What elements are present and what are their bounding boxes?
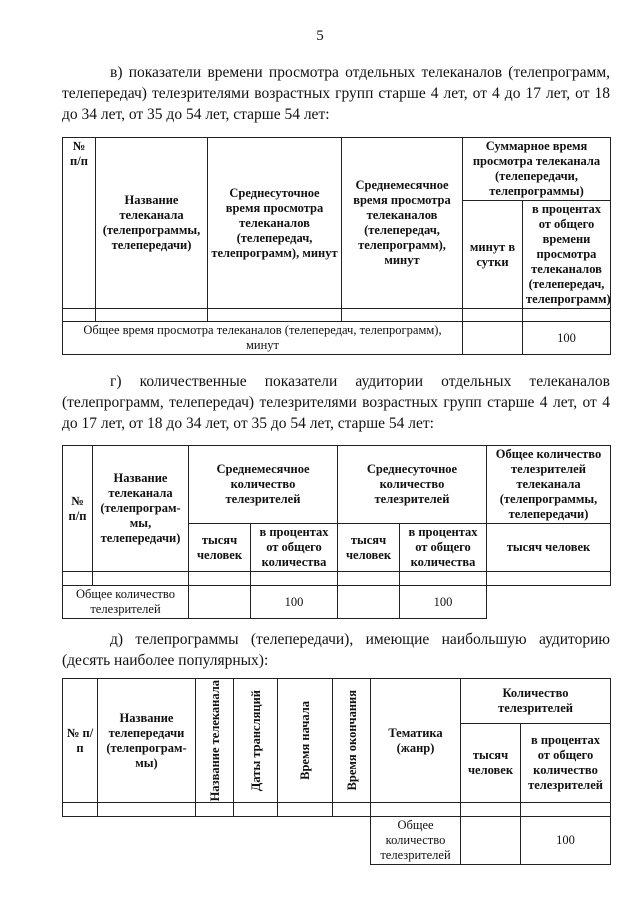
header-broadcast-dates: Даты трансляций <box>248 690 263 792</box>
header-avg-monthly: Среднемесячное время просмотра телеканалов (телепередач, телепрограмм), минут <box>342 138 463 309</box>
total-view-time-value: 100 <box>523 322 611 355</box>
header-monthly-viewers: Среднемесячное количество телезрителей <box>189 446 338 524</box>
header-start-time: Время начала <box>298 701 312 781</box>
header-percent-1: в процентах от общего количества <box>251 524 338 572</box>
header-total-time: Суммарное время просмотра телеканала (телепередачи, телепрограммы) <box>463 138 611 201</box>
header-thousand-2: тысяч человек <box>338 524 400 572</box>
header-avg-daily: Среднесуточное время просмотра телеканалов (телепередач, телепрограмм), минут <box>208 138 342 309</box>
page-number: 5 <box>316 28 324 44</box>
header-genre: Тематика (жанр) <box>371 679 461 803</box>
table-view-time <box>62 137 611 355</box>
header-thousand-3: тысяч человек <box>487 524 611 572</box>
table-total-row <box>63 817 611 865</box>
total-viewers-value-daily: 100 <box>400 586 487 619</box>
table-top-programs <box>62 678 611 865</box>
section-d-intro: д) телепрограммы (телепередачи), имеющие наибольшую аудиторию (десять наиболее популярных): <box>62 631 610 669</box>
table-row <box>63 572 611 586</box>
table-row <box>63 803 611 817</box>
header-channel-name: Название телеканала <box>207 680 222 802</box>
table-total-row <box>63 322 611 355</box>
header-minutes-per-day: минут в сутки <box>463 201 523 309</box>
header-daily-viewers: Среднесуточное количество телезрителей <box>338 446 487 524</box>
table-total-row <box>63 586 611 619</box>
header-total-viewers: Общее количество телезрителей телеканала (телепрограммы, телепередачи) <box>487 446 611 524</box>
header-num: № п/п <box>63 679 98 803</box>
header-percent-time: в процентах от общего времени просмотра телеканалов (телепередач, телепрограмм) <box>523 201 611 309</box>
total-viewers-label: Общее количество телезрителей <box>63 586 189 619</box>
section-v-intro: в) показатели времени просмотра отдельных телеканалов (телепрограмм, телепередач) телезрителями возрастных групп старше 4 лет, от 4 до 17 лет, от 18 до 34 лет, от 35 до 54 лет, старше 54 лет: <box>62 64 610 123</box>
total-viewers-value-monthly: 100 <box>251 586 338 619</box>
table-audience <box>62 445 611 619</box>
header-viewers: Количество телезрителей <box>461 679 611 724</box>
header-thousand-1: тысяч человек <box>189 524 251 572</box>
header-num: № п/п <box>63 446 93 572</box>
header-num: № п/п <box>63 138 96 309</box>
total-viewers-value: 100 <box>521 817 611 865</box>
header-channel-name: Название телеканала (телепрограммы, телепередачи) <box>96 138 208 309</box>
header-percent-2: в процентах от общего количества <box>400 524 487 572</box>
header-program-name: Название телепередачи (телепрограм-мы) <box>98 679 196 803</box>
header-end-time: Время окончания <box>344 690 359 791</box>
total-view-time-label: Общее время просмотра телеканалов (телепередач, телепрограмм), минут <box>63 322 463 355</box>
table-row <box>63 309 611 322</box>
section-g-intro: г) количественные показатели аудитории отдельных телеканалов (телепрограмм, телепередач) телезрителями возрастных групп старше 4 лет, от 4 до 17 лет, от 18 до 34 лет, от 35 до 54 лет, старше 54 лет: <box>62 373 610 432</box>
header-percent: в процентах от общего количество телезрителей <box>521 724 611 803</box>
total-viewers-label: Общее количество телезрителей <box>371 817 461 865</box>
header-thousand: тысяч человек <box>461 724 521 803</box>
header-channel-name: Название телеканала (телепрограм-мы, телепередачи) <box>93 446 189 572</box>
